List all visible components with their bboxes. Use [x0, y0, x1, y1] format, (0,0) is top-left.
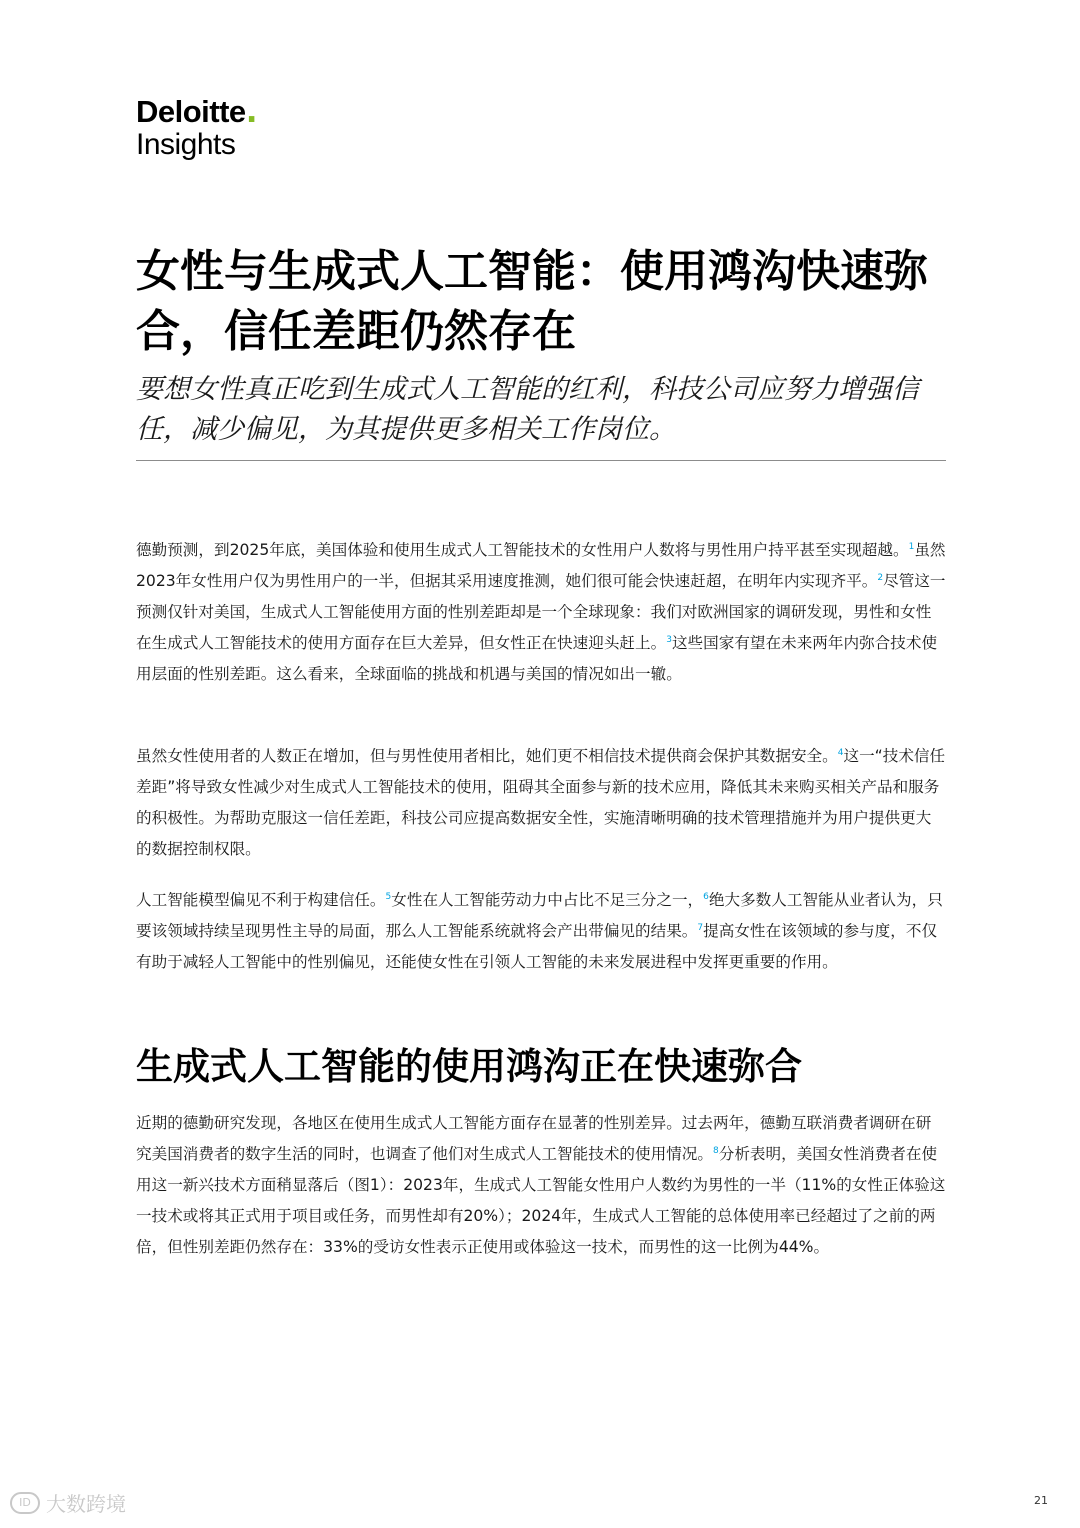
page-number: 21: [1034, 1494, 1048, 1507]
paragraph-text: 提高女性在该领域的参与度，不仅有助于减轻人工智能中的性别偏见，还能使女性在引领人工智能的未来发展进程中发挥更重要的作用。: [136, 922, 938, 971]
footnote-ref[interactable]: 5: [385, 892, 392, 902]
paragraph-text: 近期的德勤研究发现，各地区在使用生成式人工智能方面存在显著的性别差异。过去两年，德勤互联消费者调研在研究美国消费者的数字生活的同时，也调查了他们对生成式人工智能技术的使用情况。: [136, 1114, 932, 1163]
paragraph-2: [136, 741, 946, 865]
footnote-ref[interactable]: 3: [666, 635, 672, 645]
divider: [136, 460, 946, 461]
deloitte-insights-logo: [136, 96, 257, 160]
paragraph-text: 尽管这一预测仅针对美国，生成式人工智能使用方面的性别差距却是一个全球现象：我们对欧洲国家的调研发现，男性和女性在生成式人工智能技术的使用方面存在巨大差异，但女性正在快速迎头赶上。: [136, 572, 946, 652]
section-paragraph: [136, 1108, 946, 1263]
footnote-ref[interactable]: 8: [712, 1146, 719, 1156]
footnote-ref[interactable]: 4: [837, 748, 844, 758]
paragraph-text: 虽然2023年女性用户仅为男性用户的一半，但据其采用速度推测，她们很可能会快速赶超，在明年内实现齐平。: [136, 541, 946, 590]
section-heading: 生成式人工智能的使用鸿沟正在快速弥合: [136, 1045, 802, 1088]
watermark-text: 大数跨境: [46, 1492, 126, 1516]
page-title: 女性与生成式人工智能：使用鸿沟快速弥合，信任差距仍然存在: [136, 246, 928, 357]
paragraph-text: 人工智能模型偏见不利于构建信任。: [136, 891, 386, 909]
watermark: [10, 1488, 126, 1517]
footnote-ref[interactable]: 2: [877, 573, 884, 583]
paragraph-text: 这些国家有望在未来两年内弥合技术使用层面的性别差距。这么看来，全球面临的挑战和机遇与美国的情况如出一辙。: [136, 634, 938, 683]
logo-green-dot: .: [245, 94, 258, 130]
logo-brand: Deloitte: [136, 94, 246, 129]
paragraph-text: 绝大多数人工智能从业者认为，只要该领域持续呈现男性主导的局面，那么人工智能系统就将会产出带偏见的结果。: [136, 891, 943, 940]
paragraph-3: [136, 885, 946, 978]
logo-subtitle: Insights: [136, 128, 236, 161]
paragraph-text: 分析表明，美国女性消费者在使用这一新兴技术方面稍显落后（图1）：2023年，生成式人工智能女性用户人数约为男性的一半（11%的女性正体验这一技术或将其正式用于项目或任务，而男性却有20%）；2024年，生成式人工智能的总体使用率已经超过了之前的两倍，但性别差距仍然存在：33%的受访女性表示正使用或体验这一技术，而男性的这一比例为44%。: [136, 1145, 946, 1256]
watermark-logo-icon: ID: [10, 1492, 40, 1514]
paragraph-1: [136, 535, 946, 690]
footnote-ref[interactable]: 1: [908, 542, 915, 552]
paragraph-text: 女性在人工智能劳动力中占比不足三分之一，: [391, 891, 704, 909]
page-subtitle: 要想女性真正吃到生成式人工智能的红利，科技公司应努力增强信任，减少偏见，为其提供更多相关工作岗位。: [136, 374, 919, 445]
paragraph-text: 虽然女性使用者的人数正在增加，但与男性使用者相比，她们更不相信技术提供商会保护其数据安全。: [136, 747, 838, 765]
paragraph-text: 这一“技术信任差距”将导致女性减少对生成式人工智能技术的使用，阻碍其全面参与新的技术应用，降低其未来购买相关产品和服务的积极性。为帮助克服这一信任差距，科技公司应提高数据安全性，实施清晰明确的技术管理措施并为用户提供更大的数据控制权限。: [136, 747, 946, 858]
paragraph-text: 德勤预测，到2025年底，美国体验和使用生成式人工智能技术的女性用户人数将与男性用户持平甚至实现超越。: [136, 541, 909, 559]
footnote-ref[interactable]: 7: [697, 923, 704, 933]
footnote-ref[interactable]: 6: [703, 892, 709, 902]
